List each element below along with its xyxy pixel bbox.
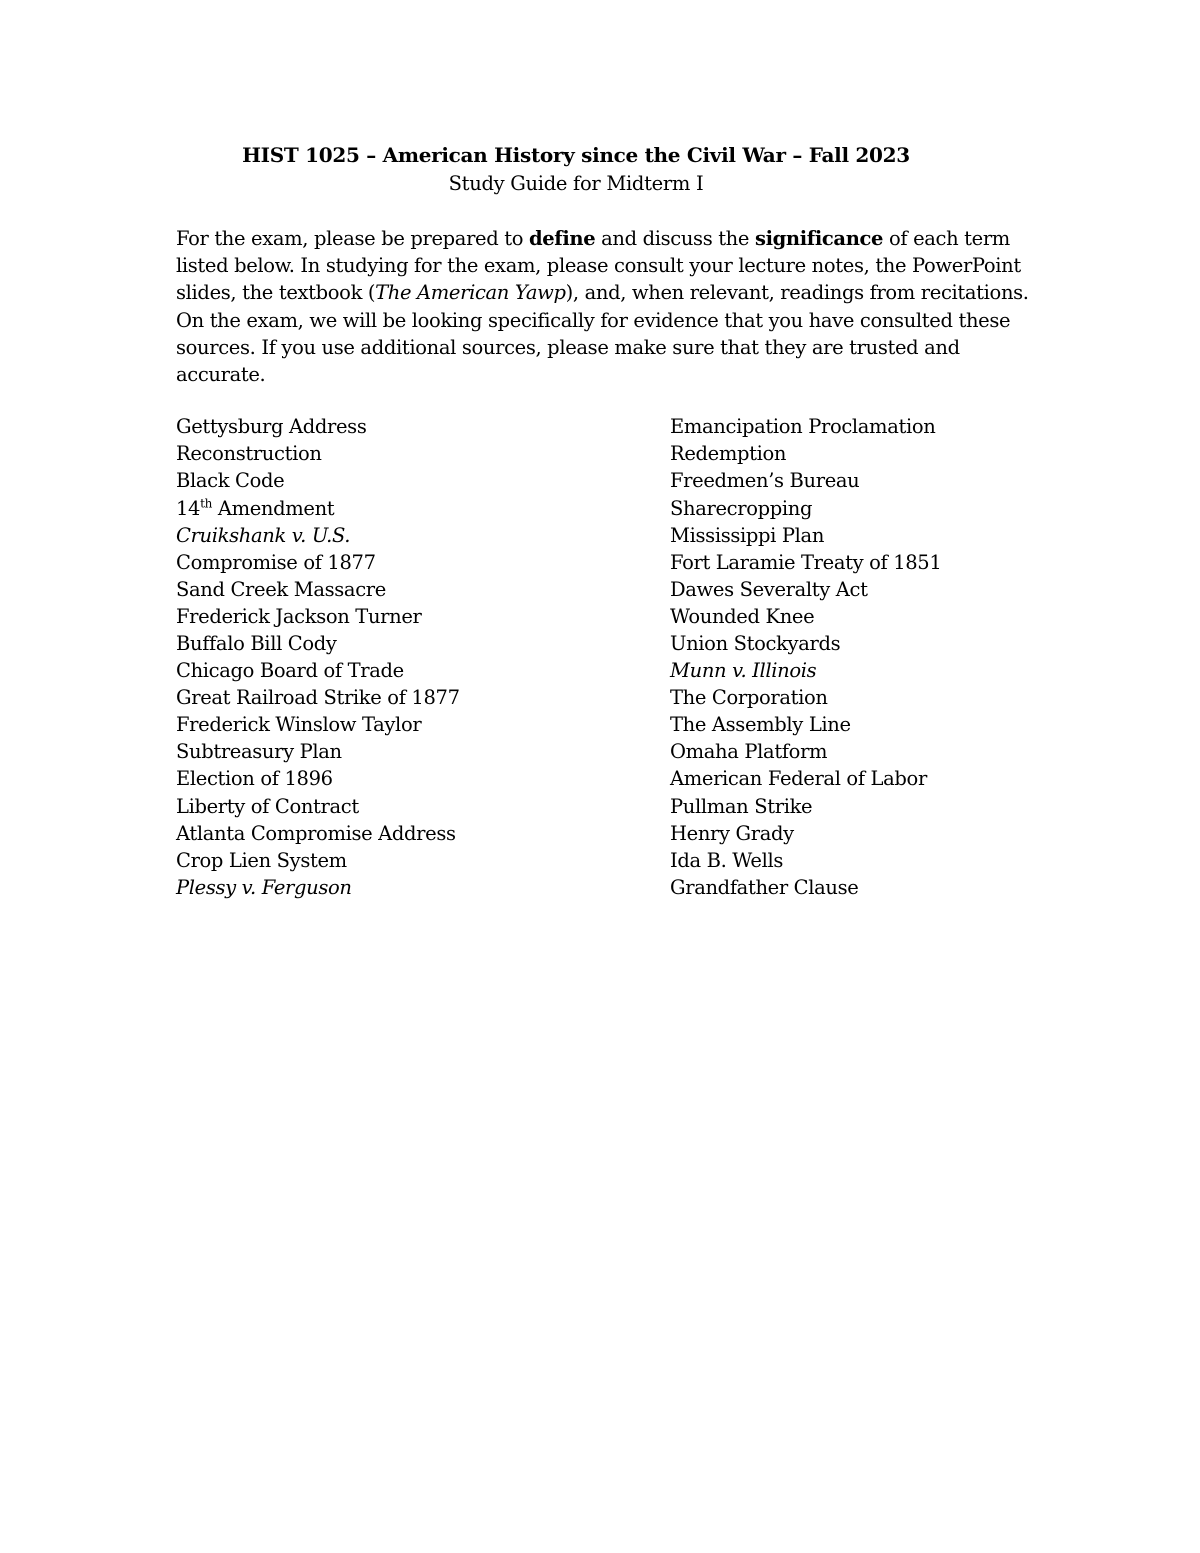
term-item <box>670 738 1036 765</box>
term-text: Plessy v. Ferguson <box>176 875 352 899</box>
term-text: Ida B. Wells <box>670 848 784 872</box>
intro-text-3: of each term listed below. In studying for the exam, please consult your lecture notes, the PowerPoint slides, the textbook ( <box>176 227 1021 305</box>
term-item <box>176 657 670 684</box>
term-item <box>176 765 670 792</box>
term-text: Wounded Knee <box>670 604 815 628</box>
term-item <box>176 847 670 874</box>
term-text: 14 <box>176 496 201 520</box>
term-item <box>176 820 670 847</box>
term-item <box>670 874 1036 901</box>
term-item <box>670 576 1036 603</box>
term-item <box>176 738 670 765</box>
intro-textbook-title: The American Yawp <box>375 281 566 305</box>
term-text: Sharecropping <box>670 496 813 520</box>
term-text: Chicago Board of Trade <box>176 659 404 683</box>
course-title: HIST 1025 – American History since the Civil War – Fall 2023 <box>242 143 910 167</box>
intro-text-4: ), and, when relevant, readings from recitations. On the exam, we will be looking specifically for evidence that you have consulted these sources. If you use additional sources, please make sure that they are trusted and accurate. <box>176 281 1029 387</box>
term-text: Crop Lien System <box>176 848 347 872</box>
term-text: Compromise of 1877 <box>176 550 376 574</box>
intro-text-1: For the exam, please be prepared to <box>176 227 529 250</box>
term-text: Subtreasury Plan <box>176 740 342 764</box>
term-item <box>176 549 670 576</box>
term-text: Liberty of Contract <box>176 794 359 818</box>
instructions-paragraph <box>176 225 1036 388</box>
term-text: Sand Creek Massacre <box>176 577 386 601</box>
term-item <box>670 495 1036 522</box>
term-item <box>176 603 670 630</box>
term-item <box>670 413 1036 440</box>
term-text: Frederick Winslow Taylor <box>176 713 422 737</box>
terms-column-right <box>670 413 1036 901</box>
term-item <box>176 711 670 738</box>
term-item <box>670 684 1036 711</box>
guide-subtitle: Study Guide for Midterm I <box>448 172 704 195</box>
term-item <box>176 440 670 467</box>
term-text: Grandfather Clause <box>670 875 859 899</box>
term-item <box>670 711 1036 738</box>
term-text: Great Railroad Strike of 1877 <box>176 686 460 710</box>
document-page <box>176 140 1036 901</box>
term-text: Pullman Strike <box>670 794 813 818</box>
term-text: Redemption <box>670 442 787 466</box>
term-item <box>670 440 1036 467</box>
term-text: Freedmen’s Bureau <box>670 469 860 493</box>
term-text: Mississippi Plan <box>670 523 825 547</box>
term-text: Black Code <box>176 469 285 493</box>
term-text: Reconstruction <box>176 442 322 466</box>
term-item <box>176 874 670 901</box>
term-item <box>670 657 1036 684</box>
term-item <box>176 630 670 657</box>
term-item <box>176 495 670 522</box>
term-item <box>176 793 670 820</box>
term-text-rest: Amendment <box>211 496 335 520</box>
term-text: Union Stockyards <box>670 631 841 655</box>
term-text: American Federal of Labor <box>670 767 927 791</box>
term-text: Emancipation Proclamation <box>670 415 936 439</box>
term-item <box>670 522 1036 549</box>
intro-text-2: and discuss the <box>595 227 755 250</box>
intro-bold-significance: significance <box>754 227 884 250</box>
term-text: Cruikshank v. U.S. <box>176 523 351 547</box>
term-item <box>670 603 1036 630</box>
term-item <box>176 467 670 494</box>
term-text: The Assembly Line <box>670 713 851 737</box>
term-item <box>176 413 670 440</box>
term-text: Frederick Jackson Turner <box>176 604 422 628</box>
term-text: Fort Laramie Treaty of 1851 <box>670 550 942 574</box>
term-text: Dawes Severalty Act <box>670 577 868 601</box>
term-item <box>670 467 1036 494</box>
terms-list <box>176 413 1036 901</box>
term-text: Omaha Platform <box>670 740 828 764</box>
term-text: Election of 1896 <box>176 767 333 791</box>
terms-column-left <box>176 413 670 901</box>
document-header <box>146 140 1006 197</box>
term-item <box>670 820 1036 847</box>
term-item <box>670 765 1036 792</box>
term-text: Henry Grady <box>670 821 794 845</box>
term-text: Atlanta Compromise Address <box>176 821 456 845</box>
term-item <box>670 793 1036 820</box>
term-item <box>176 684 670 711</box>
term-item <box>670 549 1036 576</box>
term-item <box>176 576 670 603</box>
term-text: Buffalo Bill Cody <box>176 631 337 655</box>
intro-bold-define: define <box>528 227 596 250</box>
term-item <box>670 847 1036 874</box>
term-text: The Corporation <box>670 686 828 710</box>
term-text: Gettysburg Address <box>176 415 367 439</box>
term-text: Munn v. Illinois <box>670 659 817 683</box>
term-item <box>670 630 1036 657</box>
term-item <box>176 522 670 549</box>
term-superscript: th <box>200 496 212 510</box>
